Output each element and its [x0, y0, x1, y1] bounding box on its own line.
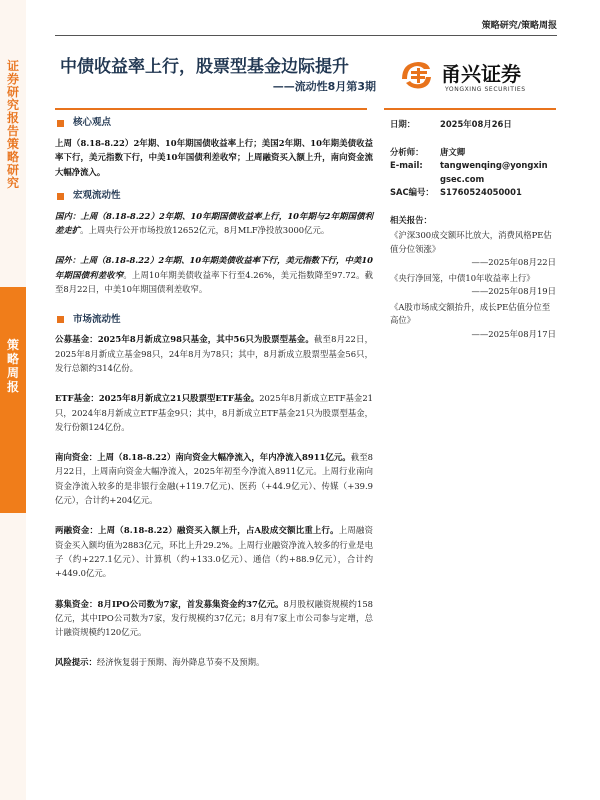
ipo-paragraph: [55, 597, 373, 640]
related-report-title[interactable]: 《沪深300成交额环比放大，消费风格PE估值分位领涨》: [390, 230, 552, 254]
sac-label: SAC编号：: [390, 187, 434, 197]
etf-paragraph: [55, 391, 373, 434]
etf-lead: ETF基金：2025年8月新成立21只股票型ETF基金。: [55, 393, 260, 404]
analyst-row: [390, 146, 556, 160]
date-row: [390, 118, 556, 132]
etf-body: 2025年8月新成立ETF基金21只，2024年8月新成立ETF基金9只；其中，8月新成立ETF基金21只为股票型基金，发行份额124亿份。: [55, 393, 373, 432]
related-report-title[interactable]: 《A股市场成交额抬升，成长PE估值分位至高位》: [390, 301, 551, 325]
sidebar-orange-band: [0, 287, 26, 513]
section-heading-core: [55, 115, 373, 132]
section-heading-macro: [55, 188, 373, 205]
related-report-date: ——2025年08月17日: [471, 328, 556, 339]
sac-number: S1760524050001: [440, 187, 522, 197]
logo-mark-icon: [398, 57, 434, 93]
ipo-lead: 募集资金：8月IPO公司数为7家，首发募集资金约37亿元。: [55, 598, 284, 609]
analyst-name: 唐文卿: [440, 146, 466, 157]
side-column-divider: [384, 108, 556, 110]
related-report-date: ——2025年08月22日: [471, 257, 556, 267]
report-type-tag: 策略研究/策略周报: [481, 21, 557, 31]
southbound-lead: 南向资金：上周（8.18-8.22）南向资金大幅净流入，年内净流入8911亿元。: [55, 452, 351, 463]
analyst-label: 分析师：: [390, 146, 424, 157]
section-heading-market: [55, 311, 373, 328]
section-heading-text: 宏观流动性: [73, 190, 121, 202]
related-report-title[interactable]: 《央行净回笼，中债10年收益率上行》: [390, 272, 535, 283]
risk-paragraph: [55, 655, 373, 669]
risk-lead: 风险提示：: [55, 657, 97, 668]
section-heading-text: 市场流动性: [73, 313, 121, 325]
fund-body: 截至8月22日，2025年8月新成立基金98只，24年8月为78只；其中，8月新成立股票型基金56只，发行总额约314亿份。: [55, 334, 373, 373]
southbound-paragraph: [55, 450, 373, 507]
date-label: 日期：: [390, 119, 416, 129]
domestic-paragraph: [55, 209, 373, 238]
email-row: [390, 159, 556, 186]
main-column: [55, 112, 373, 670]
company-logo: [395, 55, 555, 100]
related-reports-heading: 相关报告：: [390, 214, 432, 225]
fund-lead: 公募基金：2025年8月新成立98只基金，其中56只为股票型基金。: [55, 334, 314, 345]
logo-english-name: YONGXING SECURITIES: [445, 86, 526, 93]
southbound-body: 截至8月22日，上周南向资金大幅净流入，2025年初至今净流入8911亿元。上周行业南向资金净流入较多的是非银行金融(+119.7亿元)、医药（+44.9亿元）、传媒（+39.9亿元），合计约+204亿元。: [55, 452, 373, 506]
sac-row: [390, 186, 556, 200]
domestic-body: 。上周央行公开市场投放12652亿元，8月MLF净投放3000亿元。: [80, 225, 330, 236]
section-marker-icon: [57, 193, 64, 200]
main-column-divider: [55, 108, 367, 110]
domestic-lead: 国内：上周（8.18-8.22）2年期、10年期国债收益率上行，10年期与2年期国债利差走扩: [55, 210, 373, 236]
date-value: 2025年08月26日: [440, 119, 512, 129]
email-link[interactable]: tangwenqing@yongxingsec.com: [440, 160, 548, 184]
page-title: 中债收益率上行，股票型基金边际提升: [60, 57, 349, 77]
foreign-body: 。上周10年期美债收益率下行至4.26%，美元指数降至97.72。截至8月22日，中美10年期国债利差收窄。: [55, 269, 373, 295]
sidebar-category-label: 证券研究报告 策略研究: [6, 59, 19, 190]
core-view-text: 上周（8.18-8.22）2年期、10年期国债收益率上行；美国2年期、10年期美债收益率下行，美元指数下行，中美10年国债利差收窄；上周融资买入额上升，南向资金流大幅净流入。: [55, 138, 373, 177]
section-marker-icon: [57, 316, 64, 323]
info-column: [390, 118, 556, 341]
sidebar-band-label: 策略周报: [6, 338, 19, 394]
margin-paragraph: [55, 523, 373, 580]
foreign-lead: 国外：上周（8.18-8.22）2年期、10年期美债收益率下行，美元指数下行，中美10年期国债利差收窄: [55, 255, 373, 280]
related-report-date: ——2025年08月19日: [471, 286, 556, 296]
header-divider: [55, 35, 557, 36]
margin-body: 上周融资资金买入额均值为2883亿元，环比上升29.2%。上周行业融资净流入较多的行业是电子（约+227.1亿元）、计算机（约+133.0亿元）、通信（约+88.9亿元），合计约+449.0亿元。: [55, 525, 373, 579]
section-marker-icon: [57, 120, 64, 127]
section-heading-text: 核心观点: [73, 117, 112, 129]
risk-body: 经济恢复弱于预期、海外降息节奏不及预期。: [96, 657, 265, 668]
email-label: E-mail:: [390, 160, 423, 170]
page-subtitle: ——流动性8月第3期: [272, 80, 376, 93]
ipo-body: 8月股权融资规模约158亿元，其中IPO公司数为7家，发行规模约37亿元；8月有7家上市公司参与定增，总计融资规模约120亿元。: [55, 598, 373, 638]
foreign-paragraph: [55, 253, 373, 296]
logo-chinese-name: 甬兴证券: [441, 62, 521, 86]
margin-lead: 两融资金：上周（8.18-8.22）融资买入额上升，占A股成交额比重上行。: [55, 525, 339, 536]
fund-paragraph: [55, 332, 373, 375]
